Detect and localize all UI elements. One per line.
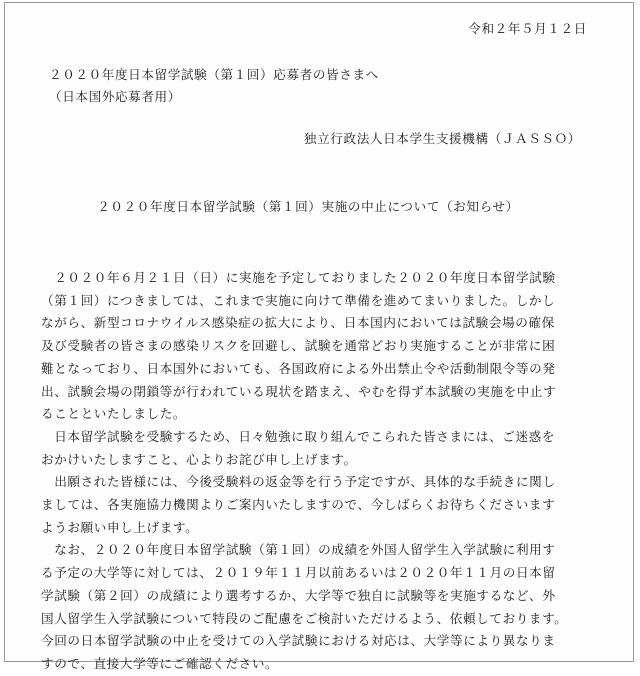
body-line: 出、試験会場の閉鎖等が行われている現状を踏まえ、やむを得ず本試験の実施を中止す <box>41 383 557 399</box>
body-line: ましては、各実施協力機関よりご案内いたしますので、今しばらくお待ちくださいます <box>41 497 556 513</box>
notice-body <box>41 267 601 676</box>
body-line: すので、直接大学等にご確認ください。 <box>41 655 279 671</box>
document-title: ２０２０年度日本留学試験（第１回）実施の中止について（お知らせ） <box>97 199 519 214</box>
body-line: 難となっており、日本国外においても、各国政府による外出禁止令や活動制限令等の発 <box>41 360 556 376</box>
addressee-line: ２０２０年度日本留学試験（第１回）応募者の皆さまへ <box>49 67 379 82</box>
body-line: （第１回）につきましては、これまで実施に向けて準備を進めてまいりました。しかし <box>41 292 556 308</box>
body-line: ることといたしました。 <box>41 406 187 422</box>
body-line: 今回の日本留学試験の中止を受けての入学試験における対応は、大学等により異なりま <box>41 633 556 649</box>
body-line: 出願された皆様には、今後受験料の返金等を行う予定ですが、具体的な手続きに関し <box>41 474 556 490</box>
body-line: なお、２０２０年度日本留学試験（第１回）の成績を外国人留学生入学試験に利用す <box>41 542 556 558</box>
body-line: 学試験（第２回）の成績により選考するか、大学等で独自に試験等を実施するなど、外 <box>41 587 556 603</box>
body-line: ながら、新型コロナウイルス感染症の拡大により、日本国内においては試験会場の確保 <box>41 315 555 331</box>
document-date: 令和２年５月１２日 <box>468 21 587 36</box>
body-line: ２０２０年６月２１日（日）に実施を予定しておりました２０２０年度日本留学試験 <box>41 270 556 285</box>
notice-document <box>4 2 634 671</box>
body-line: 日本留学試験を受験するため、日々勉強に取り組んでこられた皆さまには、ご迷惑を <box>41 428 556 444</box>
body-line: 及び受験者の皆さまの感染リスクを回避し、試験を通常どおり実施することが非常に困 <box>41 338 556 354</box>
addressee-subline: （日本国外応募者用） <box>49 89 181 104</box>
issuer-organization: 独立行政法人日本学生支援機構（ＪＡＳＳＯ） <box>303 131 581 146</box>
body-line: 国人留学生入学試験について特段のご配慮をご検討いただけるよう、依頼しております。 <box>41 610 568 626</box>
body-line: おかけいたしますこと、心よりお詫び申し上げます。 <box>41 451 357 467</box>
body-line: ようお願い申し上げます。 <box>41 519 199 535</box>
body-line: る予定の大学等に対しては、２０１９年１１月以前あるいは２０２０年１１月の日本留 <box>41 565 556 581</box>
